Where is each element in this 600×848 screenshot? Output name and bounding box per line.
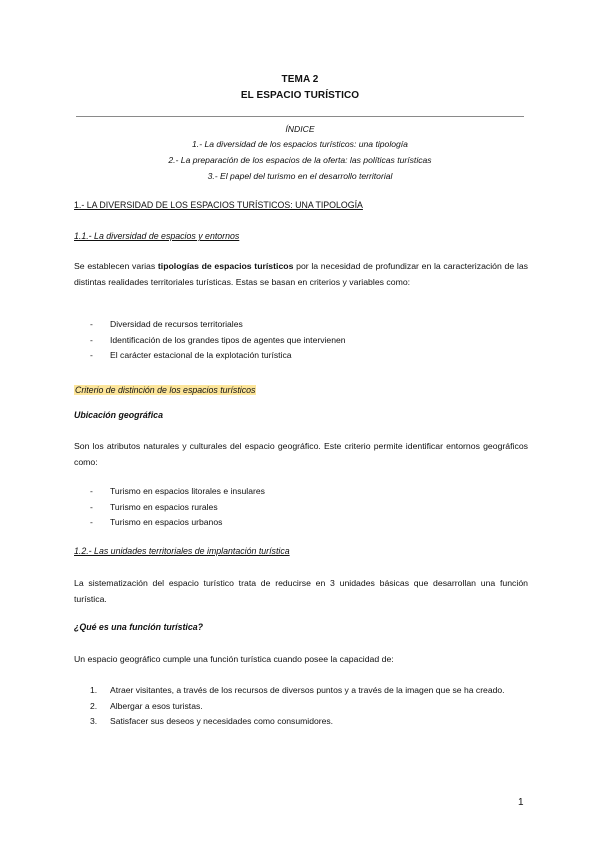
list-item: - El carácter estacional de la explotación turística — [90, 350, 292, 360]
list-item: - Turismo en espacios litorales e insulares — [90, 486, 265, 496]
emphasis-tipologias: tipologías de espacios turísticos — [157, 261, 294, 271]
title-divider — [76, 116, 524, 117]
section-1-heading: 1.- LA DIVERSIDAD DE LOS ESPACIOS TURÍSTICOS: UNA TIPOLOGÍA — [74, 200, 363, 210]
geo-list — [74, 486, 528, 533]
title-line-2: EL ESPACIO TURÍSTICO — [240, 90, 360, 101]
index-item-2: 2.- La preparación de los espacios de la oferta: las políticas turísticas — [168, 155, 432, 165]
index-item-1: 1.- La diversidad de los espacios turísticos: una tipología — [192, 139, 408, 149]
list-item: - Identificación de los grandes tipos de agentes que intervienen — [90, 334, 346, 345]
list-item: - Diversidad de recursos territoriales — [90, 319, 243, 329]
subsection-1-1-paragraph: Se establecen varias tipologías de espacios turísticos por la necesidad de profundizar en la caracterización de las distintas realidades territoriales turísticas. Estas se basan en criterios y variables como: — [74, 261, 528, 287]
subsection-1-2-paragraph: La sistematización del espacio turístico trata de reducirse en 3 unidades básicas que desarrollan una función turística. — [74, 578, 528, 604]
index-heading: ÍNDICE — [285, 124, 315, 134]
question-heading: ¿Qué es una función turística? — [74, 622, 204, 632]
list-item: - Turismo en espacios rurales — [90, 501, 218, 512]
index-item-3: 3.- El papel del turismo en el desarrollo territorial — [207, 171, 393, 181]
geo-paragraph: Son los atributos naturales y culturales del espacio geográfico. Este criterio permite identificar entornos geográficos como: — [74, 441, 528, 467]
criteria-list — [74, 319, 528, 366]
list-item: 3. Satisfacer sus deseos y necesidades como consumidores. — [90, 716, 334, 726]
list-item: 2. Albergar a esos turistas. — [90, 700, 203, 711]
page-number: 1 — [518, 797, 524, 808]
highlighted-criterion: Criterio de distinción de los espacios turísticos — [75, 385, 256, 395]
title-line-1: TEMA 2 — [281, 74, 319, 85]
function-paragraph: Un espacio geográfico cumple una función turística cuando posee la capacidad de: — [74, 654, 394, 664]
list-item: - Turismo en espacios urbanos — [90, 517, 223, 527]
subsection-1-2-heading: 1.2.- Las unidades territoriales de implantación turística — [74, 546, 290, 556]
numbered-list — [74, 683, 528, 730]
subsection-1-1-heading: 1.1.- La diversidad de espacios y entornos — [74, 231, 240, 241]
list-item: 1. Atraer visitantes, a través de los recursos de diversos puntos y a través de la imagen que se ha creado. — [90, 685, 505, 695]
geo-heading: Ubicación geográfica — [74, 410, 163, 420]
